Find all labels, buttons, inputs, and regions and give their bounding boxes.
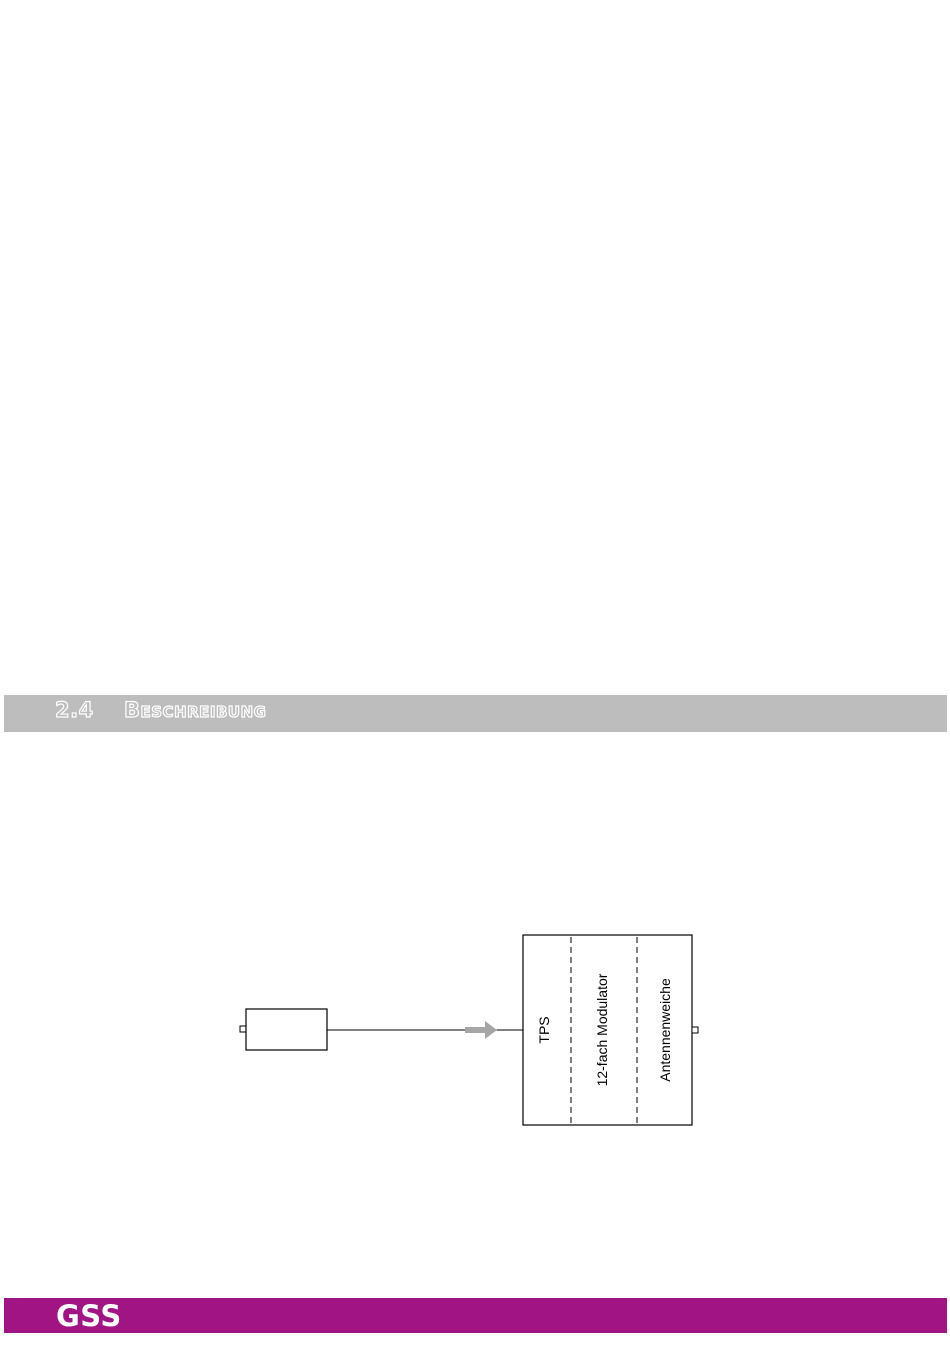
signal-direction-arrow — [465, 1021, 497, 1039]
block-label-antennenweiche: Antennenweiche — [657, 978, 673, 1082]
footer-bar — [4, 1298, 947, 1333]
section-number: 2.4 — [55, 698, 94, 722]
output-connector — [692, 1027, 698, 1033]
gss-logo: GSS — [56, 1299, 122, 1333]
section-title: Beschreibung — [124, 698, 267, 722]
block-label-tps: TPS — [536, 1016, 552, 1044]
source-box — [246, 1009, 327, 1050]
input-connector — [240, 1026, 246, 1032]
block-label-modulator: 12-fach Modulator — [594, 973, 610, 1087]
